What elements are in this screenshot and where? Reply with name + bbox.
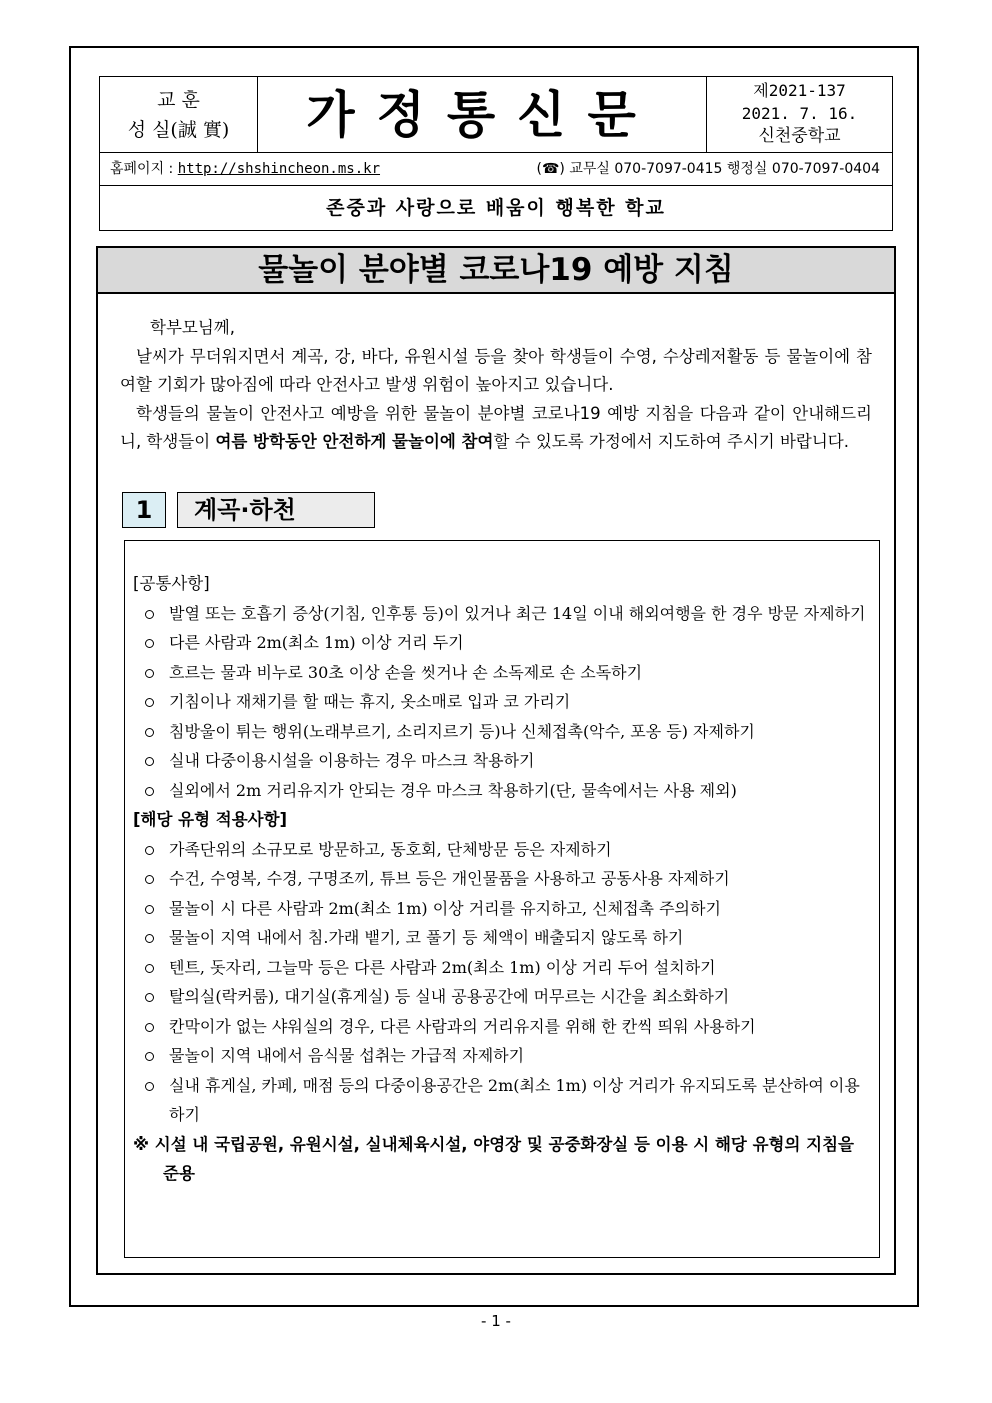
list-item: 칸막이가 없는 샤워실의 경우, 다른 사람과의 거리유지를 위해 한 칸씩 띄워 사용하기: [133, 1012, 873, 1042]
intro-text: [120, 314, 872, 457]
paragraph-2-end: 할 수 있도록 가정에서 지도하여 주시기 바랍니다.: [493, 432, 849, 451]
school-name: 신천중학교: [758, 126, 841, 146]
list-item: 실내 휴게실, 카페, 매점 등의 다중이용공간은 2m(최소 1m) 이상 거리가 유지되도록 분산하여 이용하기: [133, 1071, 873, 1130]
homepage-link[interactable]: http://shshincheon.ms.kr: [177, 161, 381, 177]
paragraph-2-start: 학생들의 물놀이 안전사고 예방을 위한 물놀이 분야별 코로나19 예방 지침을 다음과 같이 안내해드리니, 학생들이: [120, 403, 872, 451]
motto-value: 성 실(誠 實): [127, 119, 230, 141]
letter-header: [99, 76, 893, 231]
list-item: 가족단위의 소규모로 방문하고, 동호회, 단체방문 등은 자제하기: [133, 835, 873, 865]
list-item: 탈의실(락커룸), 대기실(휴게실) 등 실내 공용공간에 머무르는 시간을 최소화하기: [133, 982, 873, 1012]
issue-date: 2021. 7. 16.: [741, 104, 858, 123]
homepage-label: 홈페이지 :: [110, 161, 174, 177]
list-item: 수건, 수영복, 수경, 구명조끼, 튜브 등은 개인물품을 사용하고 공동사용 자제하기: [133, 864, 873, 894]
common-items: [133, 599, 873, 806]
list-item: 물놀이 시 다른 사람과 2m(최소 1m) 이상 거리를 유지하고, 신체접촉 주의하기: [133, 894, 873, 924]
intro-paragraph-1: 날씨가 무더워지면서 계곡, 강, 바다, 유원시설 등을 찾아 학생들이 수영, 수상레저활동 등 물놀이에 참여할 기회가 많아짐에 따라 안전사고 발생 위험이 높아지고 있습니다.: [120, 346, 872, 394]
greeting: 학부모님께,: [150, 318, 235, 337]
guideline-box: [124, 540, 880, 1258]
letter-title: 가정통신문: [306, 85, 658, 144]
issue-number: 제2021-137: [753, 81, 846, 100]
homepage: [110, 153, 380, 185]
issue-info: [706, 77, 892, 152]
list-item: 다른 사람과 2m(최소 1m) 이상 거리 두기: [133, 628, 873, 658]
intro-paragraph-2: [120, 400, 872, 457]
facility-note: ※ 시설 내 국립공원, 유원시설, 실내체육시설, 야영장 및 공중화장실 등 이용 시 해당 유형의 지침을 준용: [133, 1134, 854, 1183]
school-motto: [100, 77, 258, 152]
notice-body: [96, 246, 896, 1275]
common-heading: [공통사항]: [133, 574, 210, 593]
motto-label: 교 훈: [157, 89, 200, 111]
list-item: 물놀이 지역 내에서 음식물 섭취는 가급적 자제하기: [133, 1041, 873, 1071]
section-title: 계곡·하천: [177, 492, 375, 528]
section-number: 1: [122, 492, 166, 528]
list-item: 침방울이 튀는 행위(노래부르기, 소리지르기 등)나 신체접촉(악수, 포옹 등) 자제하기: [133, 717, 873, 747]
school-vision: 존중과 사랑으로 배움이 행복한 학교: [326, 197, 666, 219]
list-item: 실내 다중이용시설을 이용하는 경우 마스크 착용하기: [133, 746, 873, 776]
page-number: - 1 -: [481, 1312, 511, 1330]
guideline-list: [133, 569, 873, 1189]
list-item: 텐트, 돗자리, 그늘막 등은 다른 사람과 2m(최소 1m) 이상 거리 두어 설치하기: [133, 953, 873, 983]
list-item: 발열 또는 호흡기 증상(기침, 인후통 등)이 있거나 최근 14일 이내 해외여행을 한 경우 방문 자제하기: [133, 599, 873, 629]
type-heading: [해당 유형 적용사항]: [133, 810, 288, 829]
list-item: 물놀이 지역 내에서 침.가래 뱉기, 코 풀기 등 체액이 배출되지 않도록 하기: [133, 923, 873, 953]
paragraph-2-emphasis: 여름 방학동안 안전하게 물놀이에 참여: [215, 432, 494, 451]
type-items: [133, 835, 873, 1130]
notice-title: 물놀이 분야별 코로나19 예방 지침: [98, 248, 894, 294]
list-item: 기침이나 재채기를 할 때는 휴지, 옷소매로 입과 코 가리기: [133, 687, 873, 717]
list-item: 흐르는 물과 비누로 30초 이상 손을 씻거나 손 소독제로 손 소독하기: [133, 658, 873, 688]
phone-numbers: (☎) 교무실 070-7097-0415 행정실 070-7097-0404: [536, 161, 880, 177]
contact-bar: [100, 152, 892, 186]
list-item: 실외에서 2m 거리유지가 안되는 경우 마스크 착용하기(단, 물속에서는 사용 제외): [133, 776, 873, 806]
